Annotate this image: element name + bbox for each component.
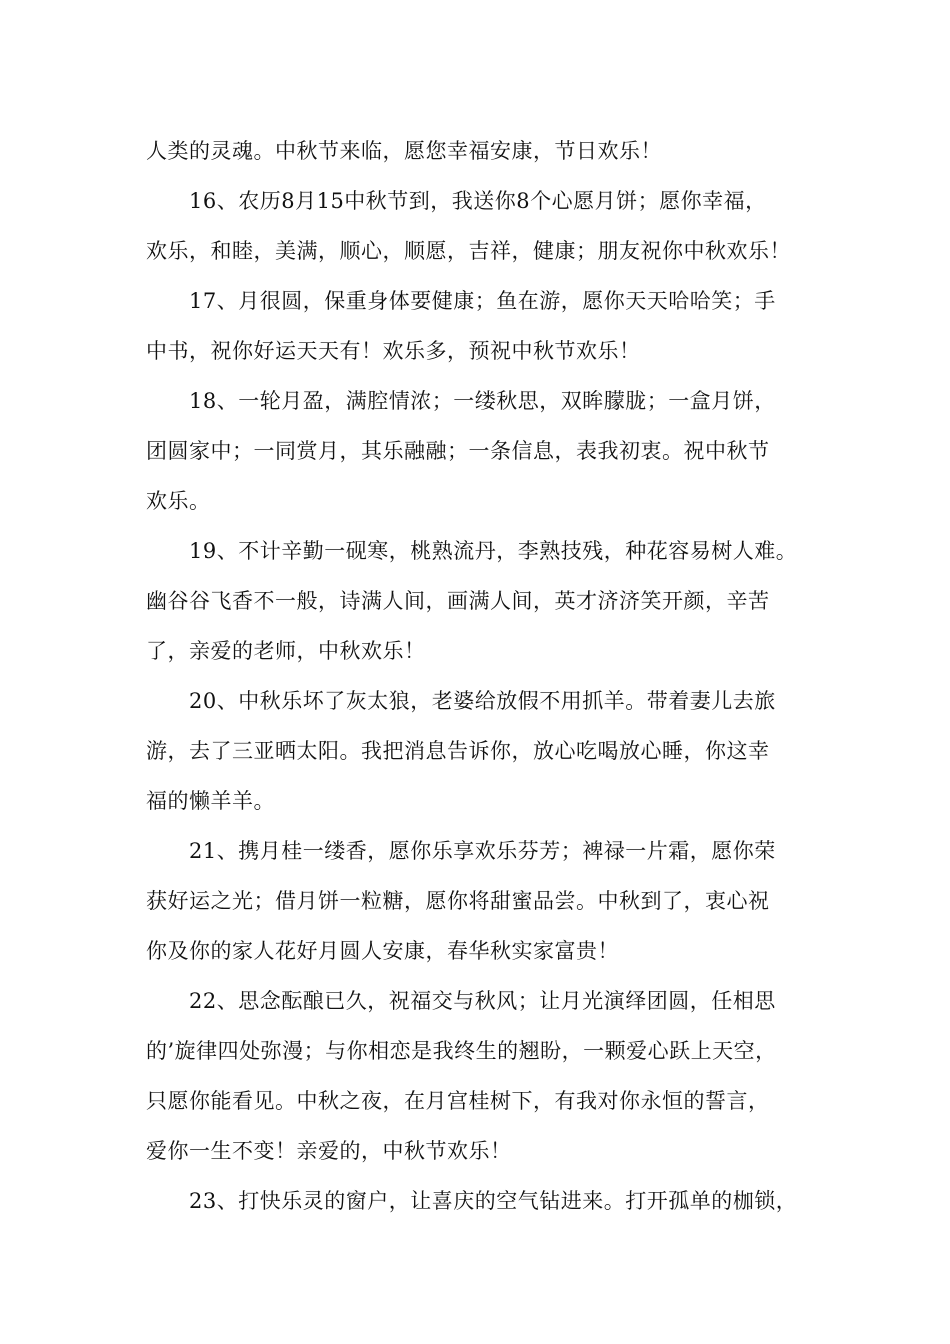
text-line: 欢乐。 (146, 489, 211, 513)
paragraph-19-line-1: 19、不计辛勤一砚寒，桃熟流丹，李熟技残，种花容易树人难。 (189, 539, 798, 563)
paragraph-23-line-1: 23、打快乐灵的窗户，让喜庆的空气钻进来。打开孤单的枷锁， (189, 1189, 798, 1213)
text-line: 中书，祝你好运天天有！欢乐多，预祝中秋节欢乐！ (146, 339, 641, 363)
paragraph-16-line-1: 16、农历8月15中秋节到，我送你8个心愿月饼；愿你幸福， (189, 189, 767, 213)
paragraph-18-line-1: 18、一轮月盈，满腔情浓；一缕秋思，双眸朦胧；一盒月饼， (189, 389, 776, 413)
paragraph-20-line-1: 20、中秋乐坏了灰太狼，老婆给放假不用抓羊。带着妻儿去旅 (189, 689, 776, 713)
text-line: 爱你一生不变！亲爱的，中秋节欢乐！ (146, 1139, 512, 1163)
text-line: 人类的灵魂。中秋节来临，愿您幸福安康，节日欢乐！ (146, 139, 662, 163)
text-line: 幽谷谷飞香不一般，诗满人间，画满人间，英才济济笑开颜，辛苦 (146, 589, 770, 613)
paragraph-21-line-1: 21、携月桂一缕香，愿你乐享欢乐芬芳；裨禄一片霜，愿你荣 (189, 839, 776, 863)
text-line: 获好运之光；借月饼一粒糖，愿你将甜蜜品尝。中秋到了，衷心祝 (146, 889, 770, 913)
document-body (146, 131, 816, 1231)
text-line: 了，亲爱的老师，中秋欢乐！ (146, 639, 426, 663)
text-line: 游，去了三亚晒太阳。我把消息告诉你，放心吃喝放心睡，你这幸 (146, 739, 770, 763)
text-line: 欢乐，和睦，美满，顺心，顺愿，吉祥，健康；朋友祝你中秋欢乐！ (146, 239, 791, 263)
text-line: 福的懒羊羊。 (146, 789, 275, 813)
text-line: 的’旋律四处弥漫；与你相恋是我终生的翘盼，一颗爱心跃上天空， (146, 1039, 777, 1063)
text-line: 只愿你能看见。中秋之夜，在月宫桂树下，有我对你永恒的誓言， (146, 1089, 770, 1113)
paragraph-17-line-1: 17、月很圆，保重身体要健康；鱼在游，愿你天天哈哈笑；手 (189, 289, 776, 313)
text-line: 你及你的家人花好月圆人安康，春华秋实家富贵！ (146, 939, 619, 963)
paragraph-22-line-1: 22、思念酝酿已久，祝福交与秋风；让月光演绎团圆，任相思 (189, 989, 776, 1013)
text-line: 团圆家中；一同赏月，其乐融融；一条信息，表我初衷。祝中秋节 (146, 439, 770, 463)
